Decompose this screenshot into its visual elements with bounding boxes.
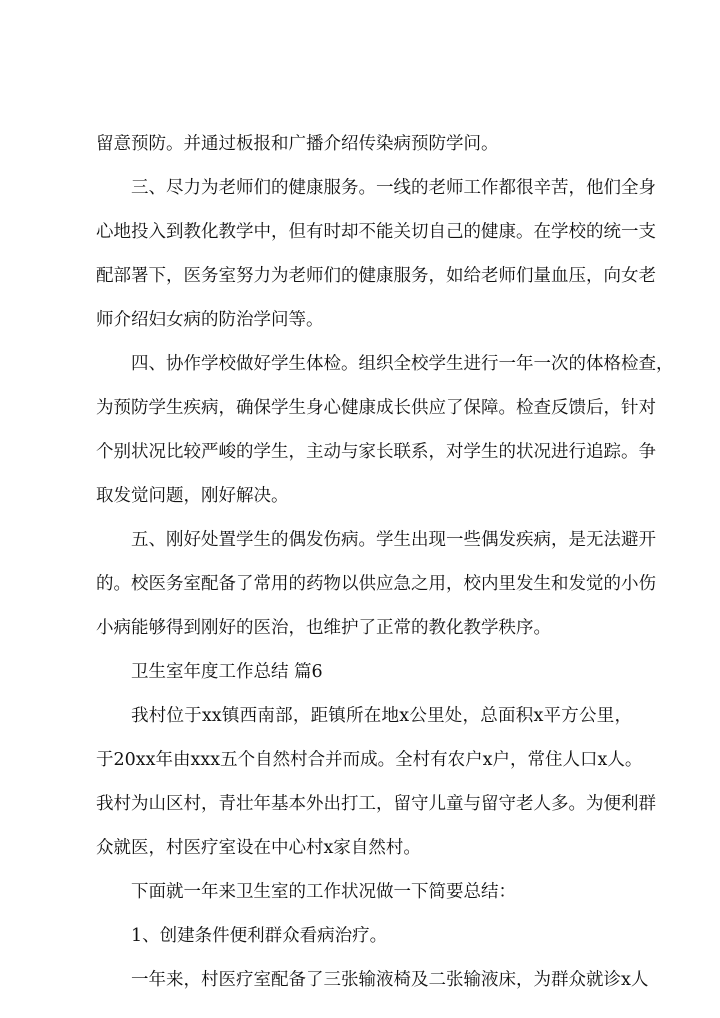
paragraph-line: 小病能够得到刚好的医治，也维护了正常的教化教学秩序。 xyxy=(96,618,551,638)
paragraph-line: 五、刚好处置学生的偶发伤病。学生出现一些偶发疾病，是无法避开 xyxy=(131,530,656,550)
paragraph-line: 的。校医务室配备了常用的药物以供应急之用，校内里发生和发觉的小伤 xyxy=(96,574,656,594)
paragraph-line: 我村位于xx镇西南部，距镇所在地x公里处，总面积x平方公里， xyxy=(131,706,632,726)
paragraph-line: 配部署下，医务室努力为老师们的健康服务，如给老师们量血压，向女老 xyxy=(96,266,656,286)
section-heading: 卫生室年度工作总结 篇6 xyxy=(131,662,323,682)
paragraph-line: 四、协作学校做好学生体检。组织全校学生进行一年一次的体格检查， xyxy=(131,354,674,374)
paragraph-line: 为预防学生疾病，确保学生身心健康成长供应了保障。检查反馈后，针对 xyxy=(96,398,656,418)
paragraph-line: 下面就一年来卫生室的工作状况做一下简要总结： xyxy=(131,882,516,902)
paragraph-line: 个别状况比较严峻的学生，主动与家长联系，对学生的状况进行追踪。争 xyxy=(96,442,656,462)
paragraph-line: 我村为山区村，青壮年基本外出打工，留守儿童与留守老人多。为便利群 xyxy=(96,794,656,814)
paragraph-line: 1、创建条件便利群众看病治疗。 xyxy=(131,926,388,946)
paragraph-line: 留意预防。并通过板报和广播介绍传染病预防学问。 xyxy=(96,134,499,154)
paragraph-line: 取发觉问题，刚好解决。 xyxy=(96,486,289,506)
paragraph-line: 三、尽力为老师们的健康服务。一线的老师工作都很辛苦，他们全身 xyxy=(131,178,656,198)
paragraph-line: 众就医，村医疗室设在中心村x家自然村。 xyxy=(96,838,421,858)
paragraph-line: 心地投入到教化教学中，但有时却不能关切自己的健康。在学校的统一支 xyxy=(96,222,656,242)
paragraph-line: 于20xx年由xxx五个自然村合并而成。全村有农户x户，常住人口x人。 xyxy=(96,750,643,770)
paragraph-line: 一年来，村医疗室配备了三张输液椅及二张输液床，为群众就诊x人 xyxy=(131,970,649,990)
paragraph-line: 师介绍妇女病的防治学问等。 xyxy=(96,310,324,330)
